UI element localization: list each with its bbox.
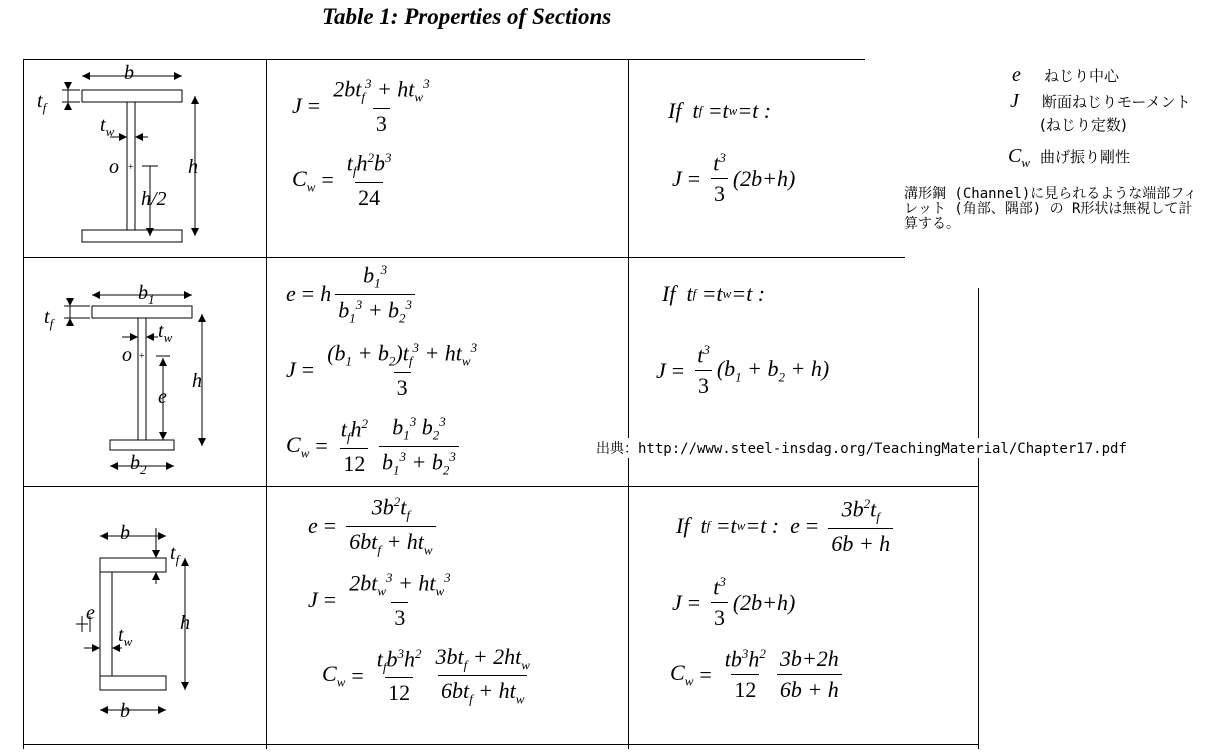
row3-special-e-fraction: [828, 496, 893, 557]
legend-e-symbol: e: [1012, 64, 1021, 86]
label-o: o: [109, 156, 119, 178]
channel-section-diagram: [30, 492, 260, 737]
legend-j-symbol: J: [1010, 90, 1019, 112]
row2-special-fraction: [694, 342, 713, 399]
unequal-i-section-diagram: [30, 262, 260, 487]
row3-special-cw-symbol-text: C: [670, 659, 685, 685]
row2-cw-num-b: $b_1^3$ $b_2^3$: [392, 414, 446, 443]
cw-symbol-text: C: [292, 165, 307, 191]
row3-special-den: 3: [711, 602, 728, 631]
legend-cw: [1008, 145, 1130, 171]
label-tw-3: [118, 624, 132, 650]
row3-e-formula: e = $\frac{3b^2t_f}{6bt_f + ht_w}$: [308, 494, 440, 558]
label-tw-text: t: [100, 114, 106, 136]
label-o-2: o: [122, 344, 132, 366]
row2-e-fraction: [335, 262, 415, 326]
label-tw-sub: w: [105, 124, 115, 139]
label-b1-sub: 1: [148, 292, 155, 307]
label-tw-3-sub: w: [123, 634, 133, 649]
label-e-3: e: [86, 602, 95, 624]
row2-j-den: 3: [394, 372, 411, 401]
row3-j-symbol: J: [308, 587, 318, 613]
row2-special-den: 3: [695, 370, 712, 399]
label-tw-3-text: t: [118, 624, 124, 646]
row2-e-symbol: e: [286, 281, 296, 307]
i-section-diagram: [30, 62, 260, 257]
row3-e-num: $3b^2t_f$: [371, 494, 410, 523]
row2-cw-fraction-b: [379, 414, 459, 478]
label-tf-3: [170, 542, 179, 568]
row2-special-j: J = $\frac{t^3}{3}$ $(b_1 + b_2 + h)$: [656, 342, 830, 399]
row1-cw-formula: $C_w$ = $\frac{t_fh^2b^3}{24}$: [292, 150, 399, 211]
row3-cw-symbol-text: C: [322, 661, 337, 687]
row2-j-symbol: J: [286, 357, 296, 383]
legend-e-text: ねじり中心: [1044, 67, 1120, 85]
svg-text:+: +: [139, 351, 145, 362]
j-symbol: J: [292, 93, 302, 119]
row3-special-e-den: 6b + h: [828, 528, 893, 557]
row3-special-cw-num-a: $tb^3h^2$: [724, 646, 766, 672]
row1-j-numerator: $2bt_f^3 + ht_w^3$: [333, 76, 430, 105]
label-half-h: h/2: [141, 188, 167, 210]
row3-special-cw-den-a: 12: [731, 674, 759, 703]
row3-special-rest: (2b+h): [732, 589, 796, 615]
label-tf: [37, 90, 46, 116]
row3-j-fraction: [346, 570, 453, 631]
table-top-rule: [23, 59, 865, 60]
row2-special-j-symbol: J: [656, 357, 666, 383]
row1-j-fraction: [330, 76, 432, 137]
row2-cw-symbol: $C_w$: [286, 431, 310, 460]
row1-cw-numerator: $t_fh^2b^3$: [346, 150, 392, 179]
row1-special-den: 3: [711, 178, 728, 207]
label-b: b: [124, 62, 134, 84]
label-tf-sub: f: [42, 100, 47, 115]
fillet-note: 溝形鋼 (Channel)に見られるような端部フィレット (角部、隅部) の R形状は無視して計算する。: [904, 186, 1198, 232]
label-h-2: h: [192, 370, 202, 392]
row3-cw-den-b: $6bt_f + ht_w$: [438, 675, 527, 707]
row2-condition: If t f =t w =t :: [662, 281, 766, 306]
row1-special-rest: (2b+h): [732, 165, 796, 191]
row3-j-den: 3: [391, 602, 408, 631]
row3-condition: If t f =t w =t : e = $\frac{3b^2t_f}{6b + h}$: [676, 496, 897, 557]
table-title: Table 1: Properties of Sections: [322, 4, 612, 29]
row1-j-formula: J = $\frac{2bt_f^3 + ht_w^3}{3}$: [292, 76, 437, 137]
row3-special-fraction: [710, 574, 729, 631]
row3-special-e-num: $3b^2t_f$: [841, 496, 880, 525]
row3-special-j: J = $\frac{t^3}{3}$ (2b+h): [672, 574, 796, 631]
row2-e-den: $b_1^3 + b_2^3$: [335, 294, 415, 327]
legend-cw-symbol-text: C: [1008, 145, 1022, 167]
row3-special-cw-num-b: 3b+2h: [779, 646, 839, 672]
table-col2-border: [628, 59, 629, 749]
table-left-border: [23, 59, 24, 749]
row2-e-formula: e = h $\frac{b_1^3}{b_1^3 + b_2^3}$: [286, 262, 419, 326]
row2-special-rest: $(b_1 + b_2 + h)$: [716, 355, 830, 385]
channel-drawing: [30, 492, 260, 732]
row1-special-j-symbol: J: [672, 165, 682, 191]
label-tf-2-text: t: [44, 306, 50, 328]
table-right-border: [978, 288, 979, 749]
legend-cw-text: 曲げ振り剛性: [1040, 148, 1131, 166]
row3-cw-fraction-b: [433, 644, 533, 708]
row1-special-fraction: [710, 150, 729, 207]
row3-e-symbol: e: [308, 513, 318, 539]
label-tw-2: [158, 320, 172, 346]
legend-cw-symbol: [1008, 145, 1040, 171]
legend-j-sub: [1040, 114, 1127, 135]
row3-e-den: $6bt_f + ht_w$: [346, 526, 435, 558]
row2-cw-den-a: 12: [340, 448, 368, 477]
row3-special-j-symbol: J: [672, 589, 682, 615]
row2-if: If: [662, 281, 676, 306]
label-b1: [138, 282, 155, 308]
row3-special-cw-fraction-a: [722, 646, 769, 703]
label-tf-text: t: [37, 90, 43, 112]
row3-e-fraction: [346, 494, 435, 558]
label-tf-3-sub: f: [175, 552, 180, 567]
row2-special-num: $t^3$: [697, 342, 710, 368]
row2-cw-num-a: $t_fh^2$: [340, 415, 369, 445]
row3-cw-symbol: $C_w$: [322, 661, 346, 690]
row2-j-num: $(b_1 + b_2)t_f^3 + ht_w^3$: [327, 340, 478, 369]
row2-cw-den-b: $b_1^3 + b_2^3$: [379, 446, 459, 479]
row3-cw-fraction-a: [374, 646, 425, 707]
table-col1-border: [266, 59, 267, 749]
label-b2-sub: 2: [140, 462, 147, 477]
label-b2-text: b: [130, 452, 140, 474]
cw-symbol: $C_w$: [292, 165, 316, 195]
label-tf-3-text: t: [170, 542, 176, 564]
label-tw: [100, 114, 114, 140]
label-b2: [130, 452, 147, 478]
table-bottom-rule: [23, 744, 979, 745]
source-citation: 出典：http://www.steel-insdag.org/TeachingMaterial/Chapter17.pdf: [596, 438, 1127, 458]
row1-if: If: [668, 98, 682, 123]
row3-cw-den-a: 12: [385, 677, 413, 706]
row3-cw-num-a: $t_fb^3h^2$: [376, 645, 422, 675]
label-tw-2-sub: w: [163, 330, 173, 345]
label-b-3-bottom: b: [120, 700, 130, 722]
row3-special-cw-fraction-b: [777, 646, 842, 703]
row3-special-e-symbol: e: [790, 513, 800, 539]
row2-cw-symbol-text: C: [286, 431, 301, 457]
row3-special-cw-symbol: $C_w$: [670, 659, 694, 689]
label-h-3: h: [180, 612, 190, 634]
row2-e-num: $b_1^3$: [363, 262, 388, 291]
label-b-3: b: [120, 522, 130, 544]
row3-j-formula: J = $\frac{2bt_w^3 + ht_w^3}{3}$: [308, 570, 458, 631]
legend-j: [1010, 90, 1191, 113]
row3-special-cw-den-b: 6b + h: [777, 674, 842, 703]
row1-cw-fraction: [344, 150, 395, 211]
table-row1-rule: [23, 257, 905, 258]
label-e-2: e: [158, 386, 167, 408]
row3-cw-num-b: $3bt_f + 2ht_w$: [435, 644, 530, 673]
row3-cw-formula: $C_w$ = $\frac{t_fb^3h^2}{12}$ $\frac{3bt_f + 2ht_w}{6bt_f + ht_w}$: [322, 644, 537, 708]
row3-if: If: [676, 513, 690, 539]
i-section-drawing: [30, 62, 260, 252]
row2-j-formula: J = $\frac{(b_1 + b_2)t_f^3 + ht_w^3}{3}$: [286, 340, 484, 401]
label-tf-2: [44, 306, 53, 332]
svg-text:+: +: [128, 162, 134, 173]
row1-condition: If t f =t w =t :: [668, 98, 772, 123]
row2-cw-formula: $C_w$ = $\frac{t_fh^2}{12}$ $\frac{b_1^3 b_2^3}{b_1^3 + b_2^3}$: [286, 414, 463, 478]
row3-special-cw: $C_w$ = $\frac{tb^3h^2}{12}$ $\frac{3b+2h}{6b + h}$: [670, 646, 846, 703]
row1-special-num: $t^3$: [713, 150, 726, 176]
legend-j-text2: (ねじり定数): [1040, 116, 1127, 134]
row1-j-denominator: 3: [373, 108, 390, 137]
legend-e: [1012, 64, 1119, 87]
row2-cw-fraction-a: [338, 416, 371, 477]
label-b1-text: b: [138, 282, 148, 304]
legend-cw-symbol-sub: w: [1021, 155, 1031, 170]
row2-j-fraction: [324, 340, 480, 401]
row1-special-j: J = $\frac{t^3}{3}$ (2b+h): [672, 150, 796, 207]
row3-j-num: $2bt_w^3 + ht_w^3$: [349, 570, 451, 599]
row3-special-num: $t^3$: [713, 574, 726, 600]
legend-j-text: 断面ねじりモーメント: [1042, 93, 1191, 111]
label-tf-2-sub: f: [49, 316, 54, 331]
row1-cw-denominator: 24: [355, 182, 383, 211]
label-tw-2-text: t: [158, 320, 164, 342]
label-h: h: [188, 156, 198, 178]
